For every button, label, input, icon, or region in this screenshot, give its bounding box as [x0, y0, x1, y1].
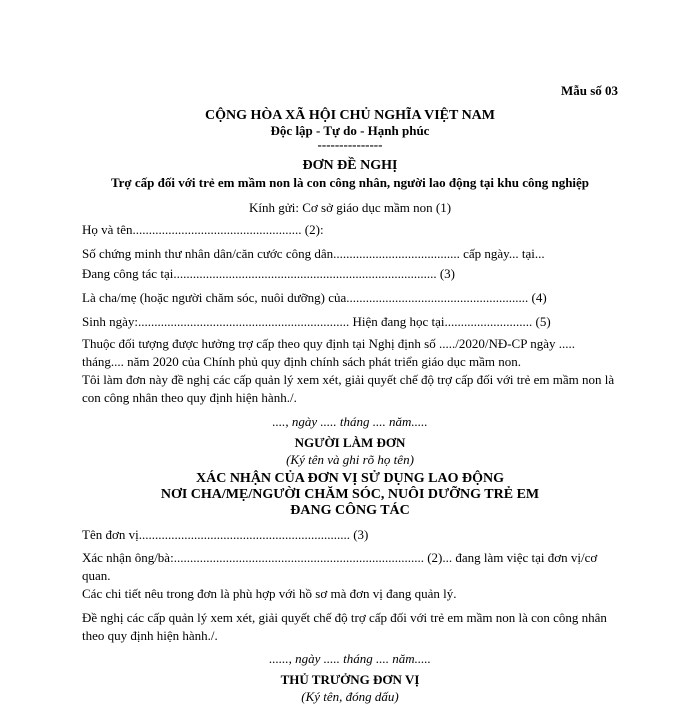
confirmation-paragraph: Xác nhận ông/bà:............................................................................. (2)... đang làm việc tại đơn vị/cơ quan.	[82, 550, 598, 583]
field-workplace: Đang công tác tại................................................................................. (3)	[82, 266, 455, 281]
field-birth-date: Sinh ngày:................................................................. Hiện đang học tại........................... (5)	[82, 314, 551, 329]
field-parent-of: Là cha/mẹ (hoặc người chăm sóc, nuôi dưỡng) của........................................................ (4)	[82, 290, 547, 305]
document-title: ĐƠN ĐỀ NGHỊ	[302, 158, 398, 173]
document-subtitle: Trợ cấp đối với trẻ em mầm non là con công nhân, người lao động tại khu công nghiệp	[110, 175, 590, 190]
confirmation-heading-1: XÁC NHẬN CỦA ĐƠN VỊ SỬ DỤNG LAO ĐỘNG	[195, 471, 504, 486]
confirmation-heading-3: ĐANG CÔNG TÁC	[290, 503, 410, 518]
addressee: Kính gửi: Cơ sở giáo dục mầm non (1)	[248, 200, 452, 215]
form-number: Mẫu số 03	[560, 83, 618, 98]
header-separator: ---------------	[317, 137, 383, 152]
applicant-signature-note: (Ký tên và ghi rõ họ tên)	[286, 452, 414, 467]
unit-request-paragraph: Đề nghị các cấp quản lý xem xét, giải quyết chế độ trợ cấp đối với trẻ em mầm non là con công nhân theo quy định hiện hành./.	[82, 610, 607, 643]
unit-signature-role: THỦ TRƯỞNG ĐƠN VỊ	[280, 672, 420, 687]
country-name: CỘNG HÒA XÃ HỘI CHỦ NGHĨA VIỆT NAM	[204, 108, 495, 123]
field-full-name: Họ và tên.................................................... (2):	[82, 222, 324, 237]
request-paragraph: Tôi làm đơn này đề nghị các cấp quản lý xem xét, giải quyết chế độ trợ cấp đối với trẻ em mầm non là con công nhân theo quy định hiện hành./.	[82, 372, 615, 405]
field-id-number: Số chứng minh thư nhân dân/căn cước công dân....................................... cấp ngày... tại...	[82, 246, 545, 261]
confirmation-heading-2: NƠI CHA/MẸ/NGƯỜI CHĂM SÓC, NUÔI DƯỠNG TRẺ EM	[160, 487, 540, 502]
applicant-date-line: ...., ngày ..... tháng .... năm.....	[272, 414, 428, 429]
unit-date-line: ......, ngày ..... tháng .... năm.....	[269, 651, 431, 666]
eligibility-paragraph: Thuộc đối tượng được hưởng trợ cấp theo quy định tại Nghị định số ...../2020/NĐ-CP ngày ..... tháng.... năm 2020 của Chính phủ quy định chính sách phát triển giáo dục mầm non.	[82, 336, 575, 369]
field-unit-name: Tên đơn vị................................................................. (3)	[82, 527, 369, 542]
national-motto: Độc lập - Tự do - Hạnh phúc	[270, 123, 430, 138]
unit-signature-note: (Ký tên, đóng dấu)	[301, 689, 399, 704]
details-paragraph: Các chi tiết nêu trong đơn là phù hợp với hồ sơ mà đơn vị đang quản lý.	[82, 586, 457, 601]
applicant-signature-role: NGƯỜI LÀM ĐƠN	[294, 435, 406, 450]
